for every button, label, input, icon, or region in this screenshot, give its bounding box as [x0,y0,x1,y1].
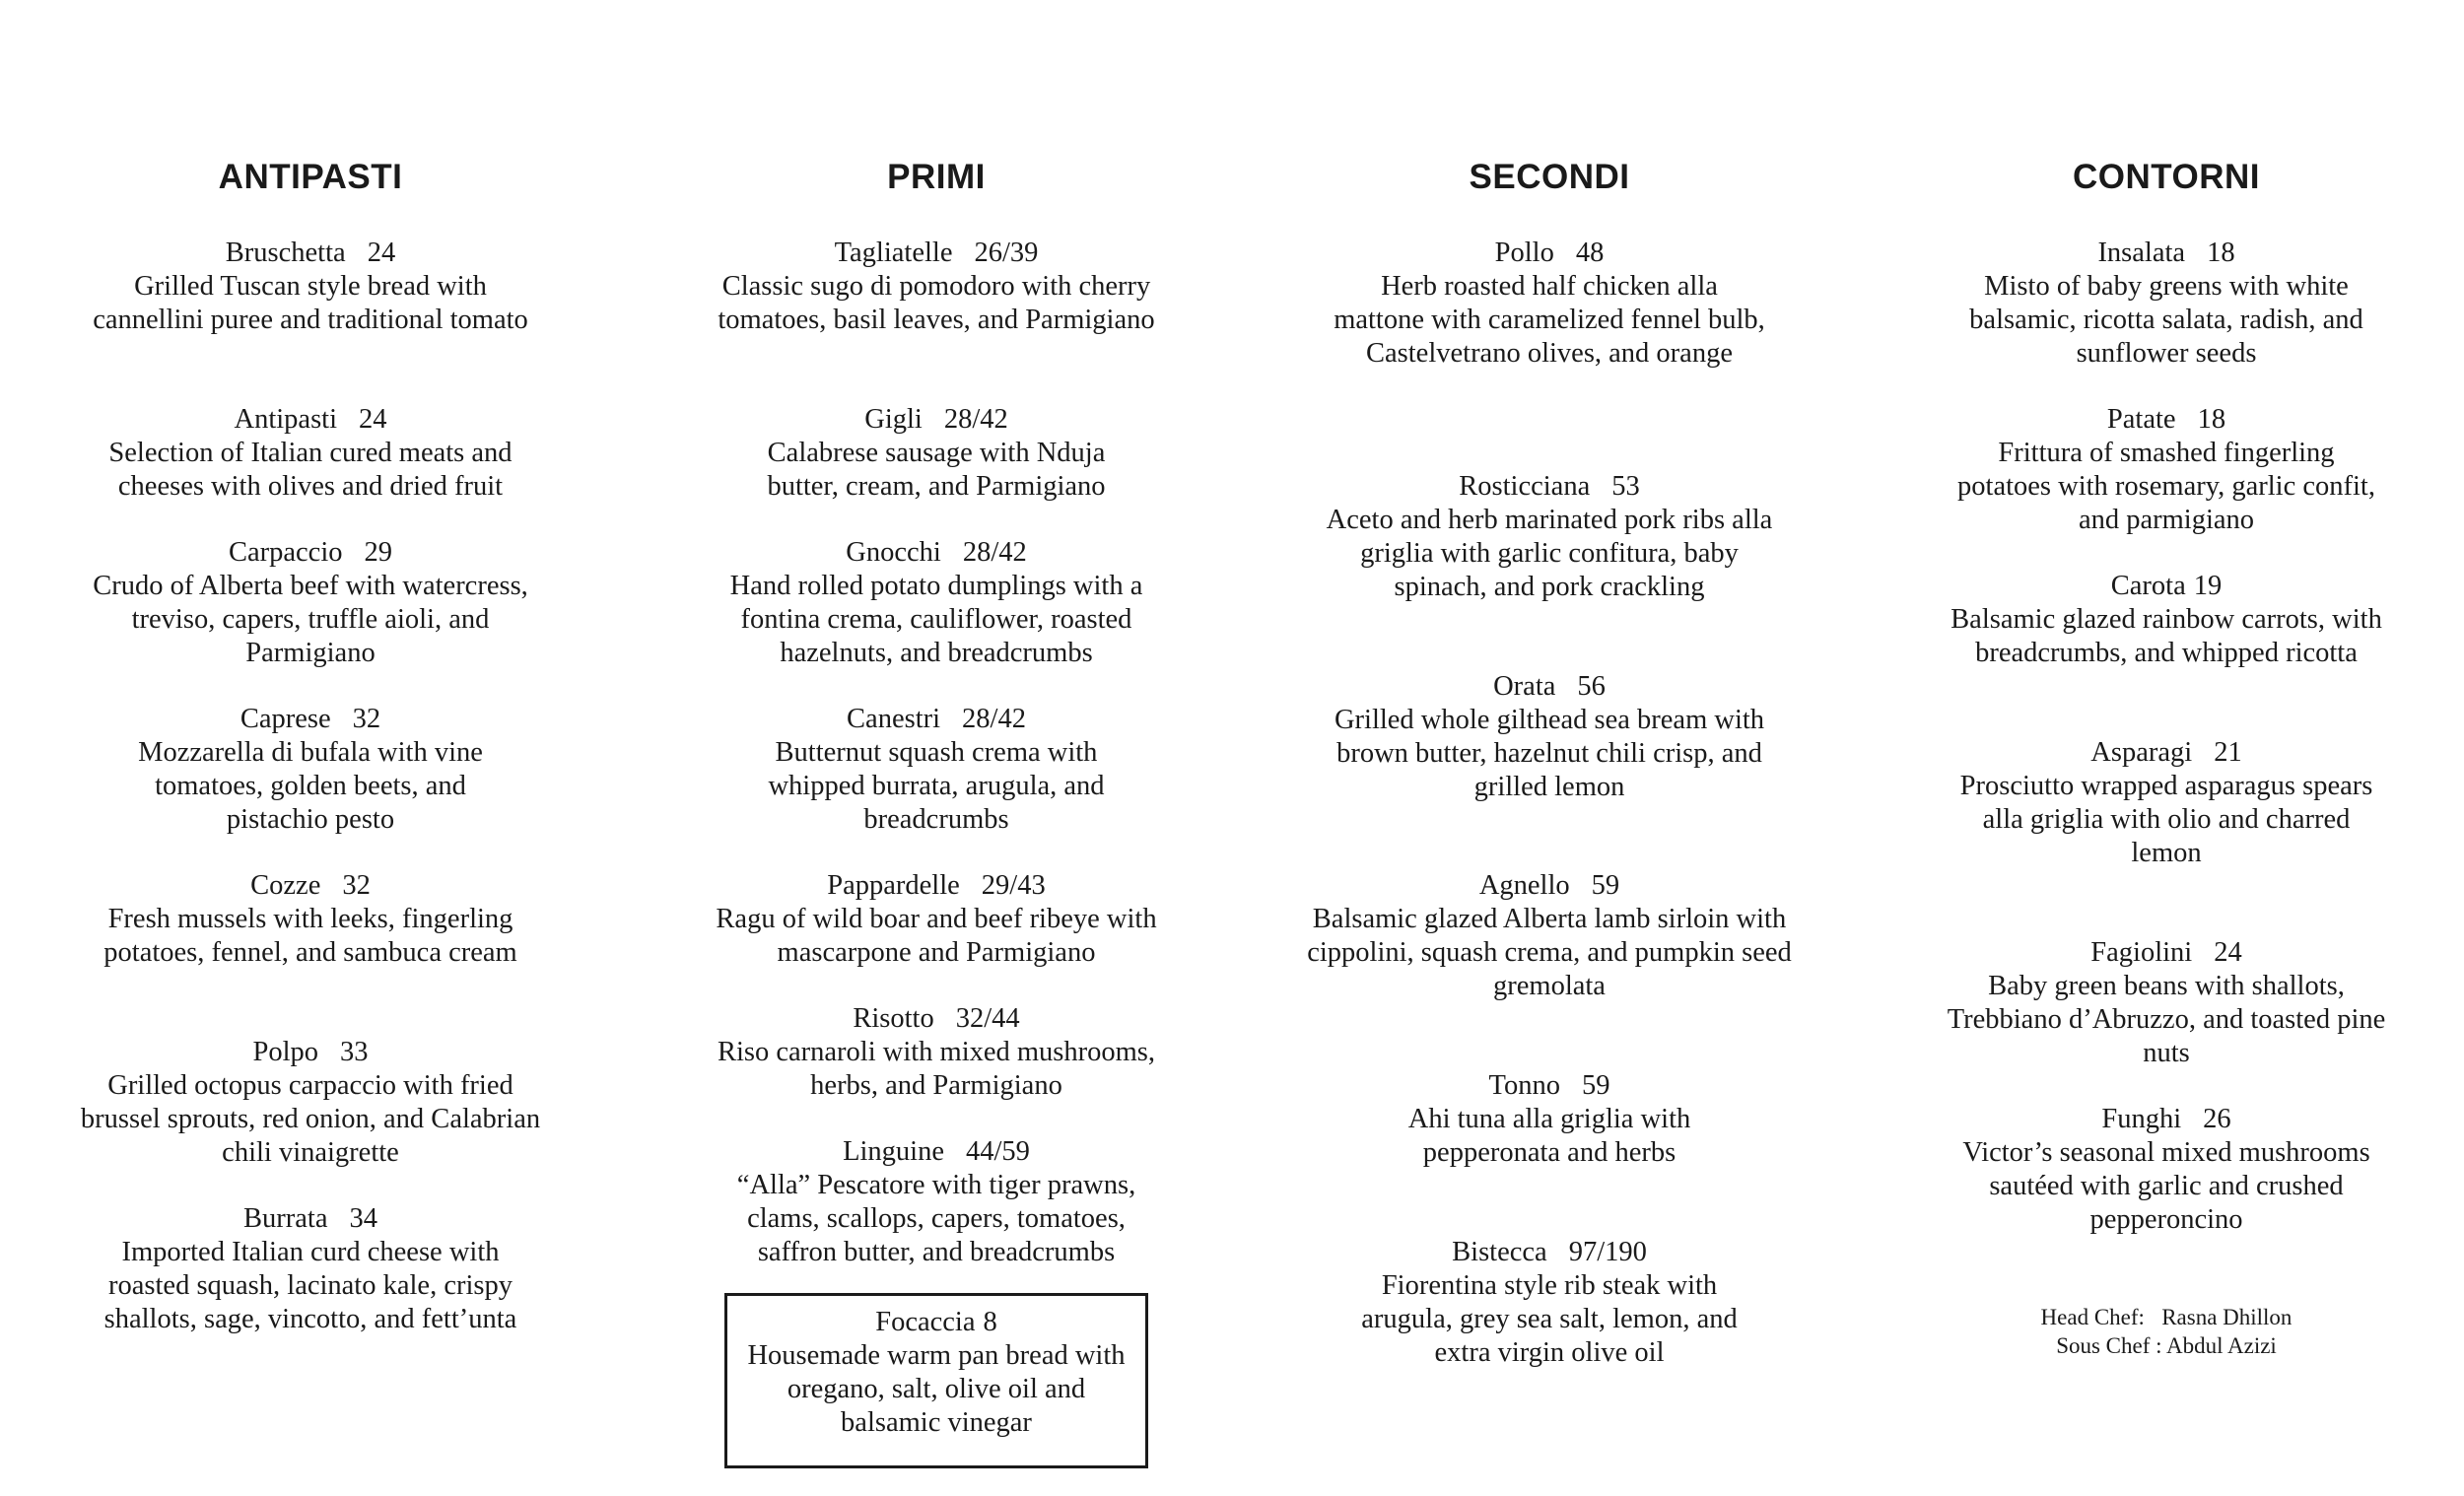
item-name: Insalata [2097,238,2186,268]
item-name: Orata [1493,671,1556,702]
featured-item-box [724,1293,1148,1468]
item-price: 48 [1575,238,1605,268]
item-name: Patate [2106,404,2176,435]
item-price: 59 [1591,870,1620,901]
item-name: Asparagi [2090,737,2193,768]
menu-item [5,403,616,504]
item-name: Carota [2110,571,2186,601]
item-description: Victor’s seasonal mixed mushrooms sautéed with garlic and crushed pepperoncino [1962,1137,2370,1235]
item-description: Grilled whole gilthead sea bream with brown butter, hazelnut chili crisp, and grilled lemon [1334,705,1765,802]
item-name: Caprese [240,704,331,734]
item-price: 32/44 [955,1003,1020,1034]
menu-item [1861,936,2464,1070]
item-description: Balsamic glazed rainbow carrots, with breadcrumbs, and whipped ricotta [1951,604,2382,668]
item-price: 19 [2193,571,2223,601]
item-description: Misto of baby greens with white balsamic, ricotta salata, radish, and sunflower seeds [1969,271,2363,369]
menu-item [631,1135,1242,1269]
item-description: Crudo of Alberta beef with watercress, treviso, capers, truffle aioli, and Parmigiano [93,571,528,668]
menu-item [84,237,537,337]
item-description: Balsamic glazed Alberta lamb sirloin with cippolini, squash crema, and pumpkin seed gremolata [1307,904,1792,1001]
menu-item [5,1036,616,1170]
item-price: 18 [2207,238,2235,268]
item-price: 18 [2197,404,2226,435]
item-name: Pollo [1494,238,1554,268]
menu-item [5,536,616,670]
item-description: Baby green beans with shallots, Trebbiano d’Abruzzo, and toasted pine nuts [1947,971,2386,1068]
menu-item [1244,237,1855,371]
menu-item [1861,736,2464,870]
item-description: Ahi tuna alla griglia with pepperonata and herbs [1407,1104,1691,1168]
item-name: Focaccia [875,1307,976,1337]
item-price: 24 [359,404,387,435]
menu-item [5,1202,616,1336]
menu-item [631,1002,1242,1103]
item-description: Mozzarella di bufala with vine tomatoes, golden beets, and pistachio pesto [138,737,483,835]
item-description: Fresh mussels with leeks, fingerling potatoes, fennel, and sambuca cream [103,904,517,968]
item-price: 28/42 [962,537,1027,568]
item-price: 32 [342,870,371,901]
item-description: Calabrese sausage with Nduja butter, cream, and Parmigiano [767,438,1106,502]
head-chef-line [1861,1303,2464,1331]
sous-chef-label: Sous Chef : [2056,1333,2162,1358]
item-price: 97/190 [1568,1237,1647,1267]
item-description: Ragu of wild boar and beef ribeye with mascarpone and Parmigiano [716,904,1157,968]
item-name: Polpo [252,1037,319,1067]
item-price: 29/43 [981,870,1046,901]
item-description: Grilled octopus carpaccio with fried brussel sprouts, red onion, and Calabrian chili vinaigrette [80,1070,541,1168]
sous-chef-line [1861,1331,2464,1360]
item-price: 28/42 [943,404,1008,435]
section-heading: SECONDI [1469,158,1630,196]
item-price: 24 [2214,937,2242,968]
menu-item [1244,1236,1855,1370]
item-description: Frittura of smashed fingerling potatoes with rosemary, garlic confit, and parmigiano [1957,438,2375,535]
menu-item [1861,237,2464,371]
item-name: Gigli [864,404,923,435]
item-name: Bistecca [1452,1237,1547,1267]
item-description: “Alla” Pescatore with tiger prawns, clams, scallops, capers, tomatoes, saffron butter, and breadcrumbs [736,1170,1136,1267]
item-price: 59 [1581,1070,1610,1101]
item-price: 24 [367,238,396,268]
item-price: 44/59 [965,1136,1030,1167]
item-description: Grilled Tuscan style bread with cannellini puree and traditional tomato [93,271,528,335]
menu-item [1244,869,1855,1003]
item-description: Selection of Italian cured meats and cheeses with olives and dried fruit [108,438,513,502]
item-name: Risotto [853,1003,934,1034]
item-price: 34 [349,1203,377,1234]
item-description: Prosciutto wrapped asparagus spears alla griglia with olio and charred lemon [1959,771,2373,868]
item-name: Burrata [243,1203,328,1234]
item-name: Tonno [1488,1070,1560,1101]
item-description: Herb roasted half chicken alla mattone with caramelized fennel bulb, Castelvetrano olives, and orange [1334,271,1765,369]
item-name: Rosticciana [1459,471,1591,502]
item-name: Bruschetta [225,238,346,268]
menu-item [631,237,1242,337]
head-chef-name: Rasna Dhillon [2161,1305,2293,1329]
item-description: Imported Italian curd cheese with roasted squash, lacinato kale, crispy shallots, sage, vincotto, and fett’unta [103,1237,517,1334]
menu-item [631,403,1242,504]
item-name: Carpaccio [228,537,343,568]
sous-chef-name: Abdul Azizi [2166,1333,2277,1358]
menu-item [631,536,1242,670]
item-description: Hand rolled potato dumplings with a fontina crema, cauliflower, roasted hazelnuts, and breadcrumbs [729,571,1143,668]
menu-item [1244,470,1855,604]
chef-credits [1861,1303,2464,1360]
item-description: Aceto and herb marinated pork ribs alla griglia with garlic confitura, baby spinach, and pork crackling [1326,505,1773,602]
item-name: Agnello [1478,870,1570,901]
menu-item [5,869,616,970]
menu-item [1244,1069,1855,1170]
item-name: Antipasti [234,404,337,435]
item-price: 33 [340,1037,369,1067]
item-price: 56 [1577,671,1606,702]
item-price: 53 [1611,471,1640,502]
menu-item [1861,403,2464,537]
section-heading: CONTORNI [2072,158,2261,196]
item-name: Fagiolini [2090,937,2193,968]
item-price: 32 [352,704,381,734]
item-name: Pappardelle [827,870,960,901]
item-name: Canestri [847,704,941,734]
item-name: Cozze [250,870,321,901]
item-name: Tagliatelle [834,238,953,268]
item-description: Butternut squash crema with whipped burrata, arugula, and breadcrumbs [768,737,1105,835]
item-price: 29 [364,537,393,568]
menu-item [1861,1103,2464,1237]
item-description: Riso carnaroli with mixed mushrooms, herbs, and Parmigiano [717,1037,1156,1101]
item-price: 26/39 [974,238,1039,268]
item-name: Linguine [843,1136,944,1167]
item-description: Fiorentina style rib steak with arugula, grey sea salt, lemon, and extra virgin olive oil [1361,1270,1738,1368]
section-heading: ANTIPASTI [218,158,403,196]
item-description: Housemade warm pan bread with oregano, salt, olive oil and balsamic vinegar [747,1340,1126,1438]
head-chef-label: Head Chef: [2040,1305,2145,1329]
item-price: 8 [983,1307,997,1337]
menu-item [631,869,1242,970]
item-price: 28/42 [962,704,1026,734]
item-name: Gnocchi [846,537,941,568]
section-heading: PRIMI [887,158,986,196]
item-description: Classic sugo di pomodoro with cherry tomatoes, basil leaves, and Parmigiano [718,271,1155,335]
menu-item [1861,570,2464,670]
menu-item [631,703,1242,837]
item-price: 21 [2214,737,2242,768]
menu-item [1244,670,1855,804]
item-price: 26 [2203,1104,2231,1134]
item-name: Funghi [2101,1104,2182,1134]
menu-item [5,703,616,837]
